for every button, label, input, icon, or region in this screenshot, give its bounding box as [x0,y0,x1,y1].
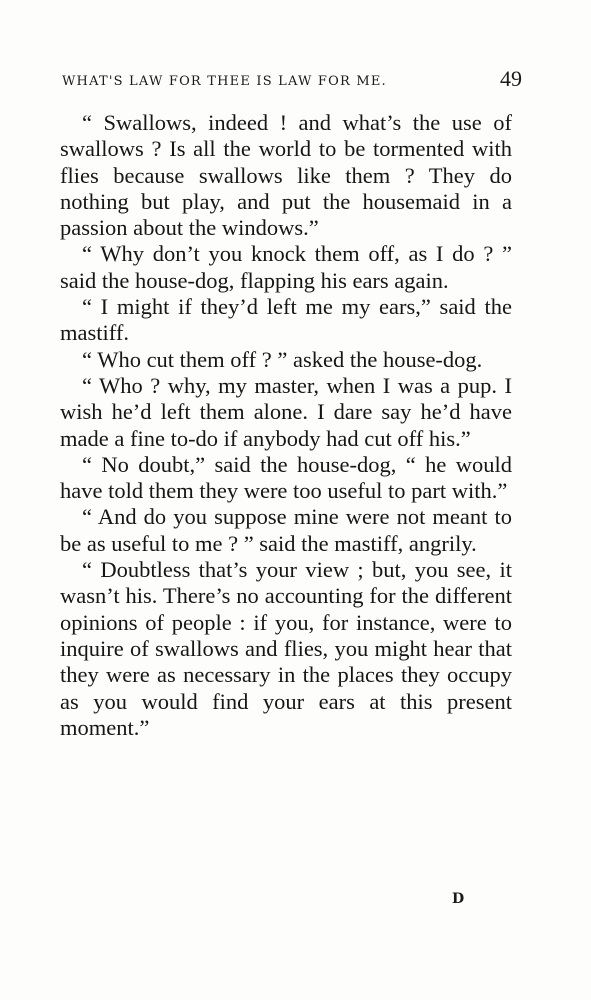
running-head-title: WHAT'S LAW FOR THEE IS LAW FOR ME. [62,74,387,89]
body-text [60,110,512,741]
paragraph: “ Why don’t you knock them off, as I do ? ” said the house-dog, flapping his ears again. [60,241,512,293]
paragraph: “ No doubt,” said the house-dog, “ he would have told them they were too useful to part with.” [60,451,512,504]
running-head [62,66,522,96]
paragraph: “ Doubtless that’s your view ; but, you see, it wasn’t his. There’s no accounting for the different opinions of people : if you, for instance, were to inquire of swallows and flies, you might hear that they were as necessary in the places they occupy as you would find your ears at this present moment.” [60,557,512,740]
paragraph: “ Who cut them off ? ” asked the house-dog. [82,346,483,372]
page-number: 49 [500,66,522,91]
signature-mark: D [452,891,465,907]
paragraph: “ I might if they’d left me my ears,” said the mastiff. [60,294,512,346]
paragraph: “ Who ? why, my master, when I was a pup. I wish he’d left them alone. I dare say he’d have made a fine to-do if anybody had cut off his.” [60,372,512,451]
paragraph: “ And do you suppose mine were not meant to be as useful to me ? ” said the mastiff, angrily. [60,504,512,556]
paragraph: “ Swallows, indeed ! and what’s the use of swallows ? Is all the world to be tormented with flies because swallows like them ? They do nothing but play, and put the housemaid in a passion about the windows.” [60,110,512,241]
